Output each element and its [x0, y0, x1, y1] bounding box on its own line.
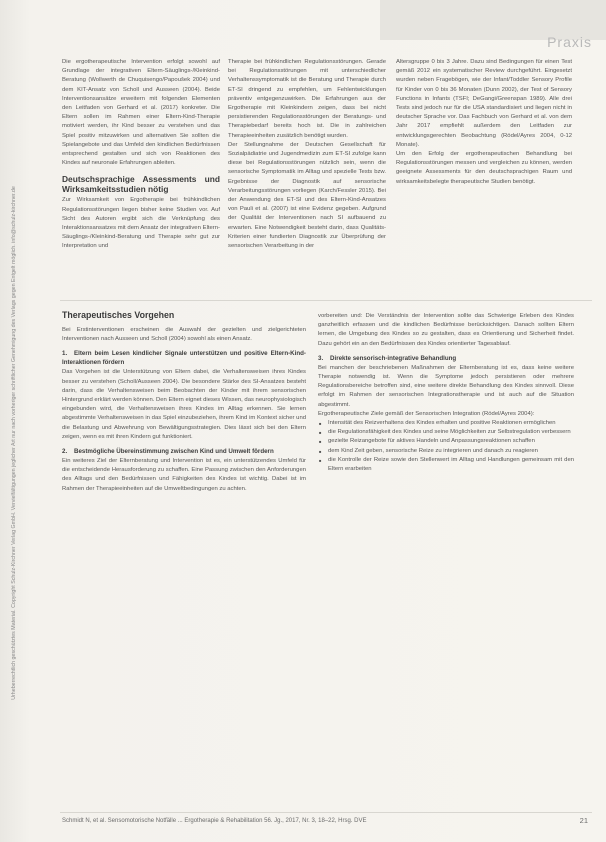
subheading-number: 1. [62, 350, 68, 358]
footer-citation: Schmidt N, et al. Sensomotorische Notfälle ... Ergotherapie & Rehabilitation 56. Jg., 2017, Nr. 3, 18–22, Hrsg. DVE [62, 818, 367, 824]
goals-list [318, 419, 574, 474]
bottom-left-column [62, 326, 306, 494]
list-item: ■ gezielte Reizangebote für aktives Handeln und Anpassungsreaktionen schaffen [328, 437, 574, 446]
list-item: ■ dem Kind Zeit geben, sensorische Reize zu integrieren und danach zu reagieren [328, 447, 574, 456]
paragraph: Die ergotherapeutische Intervention erfolgt sowohl auf Grundlage der integrativen Eltern-Säuglings-/Kleinkind-Beratung (Wollwerth de Chuquisengo/Papoušek 2004) und dem KIT-Ansatz von Scholl und Ausseen (2004). Beide Interventionsansätze erweitern mit folgenden Elementen den Leitfaden von Gerhard et al. (2017) konkreter. Die Eltern sollen im Rahmen einer Eltern-Kind-Therapie motiviert werden, ihr Kind besser zu verstehen und das Spiel positiv mitzuwirken und alternativen Sie sollten die Spielangebote und das Umfeld den kindlichen Bedürfnissen entsprechend gestalten und sich von Reaktionen des Kindes auf neuronale Erfahrungen ableiten. [62, 59, 220, 167]
list-item: ■ Intensität des Reizverhaltens des Kindes erhalten und positive Reaktionen ermöglichen [328, 419, 574, 428]
heading-assessments: Deutschsprachige Assessments und Wirksamkeitsstudien nötig [62, 174, 220, 195]
subheading-text: Direkte sensorisch-integrative Behandlung [330, 354, 457, 362]
copyright-text: Urheberrechtlich geschütztes Material. Copyright Schulz-Kirchner Verlag GmbH. Vervielfältigungen jeglicher Art nur nach vorheriger schriftlicher Genehmigung des Verlags gegen Entgelt möglich. info@schulz-kirchner.de [11, 186, 17, 700]
paragraph: vorbereiten und: Die Verständnis der Intervention sollte das Schwierige Erleben des Kindes ganzheitlich erfassen und die kindlichen Bedürfnisse berücksichtigen. Danach sollten Eltern lernen, die Umgebung des Kindes so zu gestalten, dass es Orientierung und Sicherheit findet. Dazu gehört ein an den Bedürfnissen des Kindes orientierter Tagesablauf. [318, 313, 574, 347]
copyright-sidebar [4, 70, 18, 810]
paragraph: Der Stellungnahme der Deutschen Gesellschaft für Sozialpädiatrie und Jugendmedizin zum ET-SI zufolge kann diese bei Regulationsstörungen nützlich sein, wenn die sensorische Symptomatik im Alltag und spezielle Tests bzw. Ergebnisse der Diagnostik auf sensorische Verarbeitungsstörungen vorliegen (Karch/Fessler 2015). Bei der Anwendung des ET-SI und des Eltern-Kind-Ansatzes von Pauli et al. (2007) ist eine Evidenz gegeben. Aufgrund der Qualität der Interventionen nach SI aufbauend zu erwarten. Eine Notwendigkeit besteht darin, dass Qualitäts-Kriterien einer fundierten Diagnostik zur Überprüfung der sensorischen Verarbeitung in der [228, 141, 386, 250]
section-divider [60, 300, 592, 301]
paragraph: Ergotherapeutische Ziele gemäß der Sensorischen Integration (Rödel/Ayres 2004): [318, 410, 535, 417]
paragraph: Um den Erfolg der ergotherapeutischen Behandlung bei Regulationsstörungen messen und vergleichen zu können, werden geeignete Assessments für den deutschsprachigen Raum und wirksamkeitsbelegte therapeutische Studien benötigt. [396, 151, 572, 185]
subheading-3 [318, 354, 574, 363]
section-tag: Praxis [547, 34, 592, 50]
top-column-2 [228, 58, 386, 251]
bottom-right-column [318, 312, 574, 474]
list-item: ■ die Kontrolle der Reize sowie den Stellenwert im Alltag und Handlungen gemeinsam mit den Eltern erarbeiten [328, 456, 574, 474]
paragraph: Bei manchen der beschriebenen Maßnahmen der Elternberatung ist es, dass keine weitere Therapie notwendig ist. Wenn die Symptome jedoch persistieren oder mehrere Regulationsbereiche betroffen sind, eine weitere direkte Behandlung des Kindes sinnvoll. Diese erfolgt im Rahmen der sensorischen Integrationstherapie und ist auch auf die Situation abgestimmt. [318, 364, 574, 408]
subheading-text: Eltern beim Lesen kindlicher Signale unterstützen und positive Eltern-Kind-Interaktionen fördern [62, 350, 306, 367]
subheading-text: Bestmögliche Übereinstimmung zwischen Kind und Umwelt fördern [74, 448, 274, 456]
page-number: 21 [579, 816, 588, 825]
list-item: ■ die Regulationsfähigkeit des Kindes und seine Möglichkeiten zur Selbstregulation verbessern [328, 428, 574, 437]
subheading-number: 3. [318, 354, 324, 362]
subheading-1 [62, 349, 306, 367]
paragraph: Ein weiteres Ziel der Elternberatung und Intervention ist es, ein unterstützendes Umfeld für die entscheidende Herausforderung zu schaffen. Eine Passung zwischen den Anforderungen des Alltags und den Bedürfnissen und Fähigkeiten des Kindes ist wichtig. Dabei ist im Rahmen der Therapieeinheiten auf die Umweltbedingungen zu achten. [62, 458, 306, 492]
subheading-2 [62, 447, 306, 456]
intro-paragraph: Bei Erstinterventionen erscheinen die Auswahl der gezielten und zielgerichteten Interventionen nach Ausseen und Scholl (2004) sowohl als einen Ansatz. [62, 327, 306, 343]
footer-divider [60, 812, 592, 813]
paragraph: Altersgruppe 0 bis 3 Jahre. Dazu sind Bedingungen für einen Test gemäß 2012 ein systematischer Review durchgeführt. Eingesetzt wurden neben Fragebögen, wie der Infant/Toddler Sensory Profile für Kinder von 0 bis 36 Monaten (Dunn 2002), der Test of Sensory Functions in Infants (TSFI; DeGangi/Greenspan 1989). Alle drei Tests sind jedoch nur für die USA standardisiert und liegen nicht in deutscher Sprache vor. Das Fachbuch von Gerhard et al. von dem Jahr 2017 empfiehlt außerdem den Leitfaden zur entwicklungsgerechten Beobachtung (Rödel/Ayres 2004, 0-12 Monate). [396, 59, 572, 148]
top-column-3 [396, 58, 572, 187]
section-title: Therapeutisches Vorgehen [62, 310, 175, 320]
paragraph: Therapie bei frühkindlichen Regulationsstörungen. Gerade bei Regulationsstörungen mit unterschiedlicher Verhaltenssymptomatik ist die Beratung und Therapie durch ET-SI dringend zu empfehlen, um Fehlentwicklungen präventiv entgegenzuwirken. Die Erfahrungen aus der Ergotherapie mit Kleinkindern zeigen, dass bei nicht persistierenden Regulationsstörungen der Beratungs- und Therapiebedarf bereits hoch ist. Die in zahlreichen Therapieeinheiten zusätzlich benötigt wurden. [228, 59, 386, 139]
paragraph: Zur Wirksamkeit von Ergotherapie bei frühkindlichen Regulationsstörungen liegen bisher keine Studien vor. Auf Sicht des Autoren ergibt sich die Verknüpfung des Interaktionsansatzes mit dem Ansatz der integrativen Eltern-Säuglings-/Kleinkind-Beratung und Therapie sehr gut zur Interpretation und [62, 197, 220, 250]
paragraph: Das Vorgehen ist die Unterstützung von Eltern dabei, die Verhaltensweisen ihres Kindes besser zu verstehen (Scholl/Ausseen 2004). Die besondere Stärke des SI-Ansatzes besteht darin, dass die Verhaltensweisen beim Beobachten der Kinder mit ihrem sensorischen Hintergrund erklärt werden können. Den Eltern eignet dieses Wissen, das neurophysiologisch eingebunden wird, die Verhaltensweisen ihres Kindes im Alltag erkennen. Sie lernen abgestimmte Verhaltensweisen in das Spiel einzubeziehen, ihrem Kind im Kontext sicher und die Belastung und Abwehrung von Bewältigungsstrategien. Dies lässt sich bei den Eltern zeigen, wenn es mit ihren Kindern gut funktioniert. [62, 369, 306, 440]
top-column-1 [62, 58, 220, 252]
subheading-number: 2. [62, 448, 68, 456]
